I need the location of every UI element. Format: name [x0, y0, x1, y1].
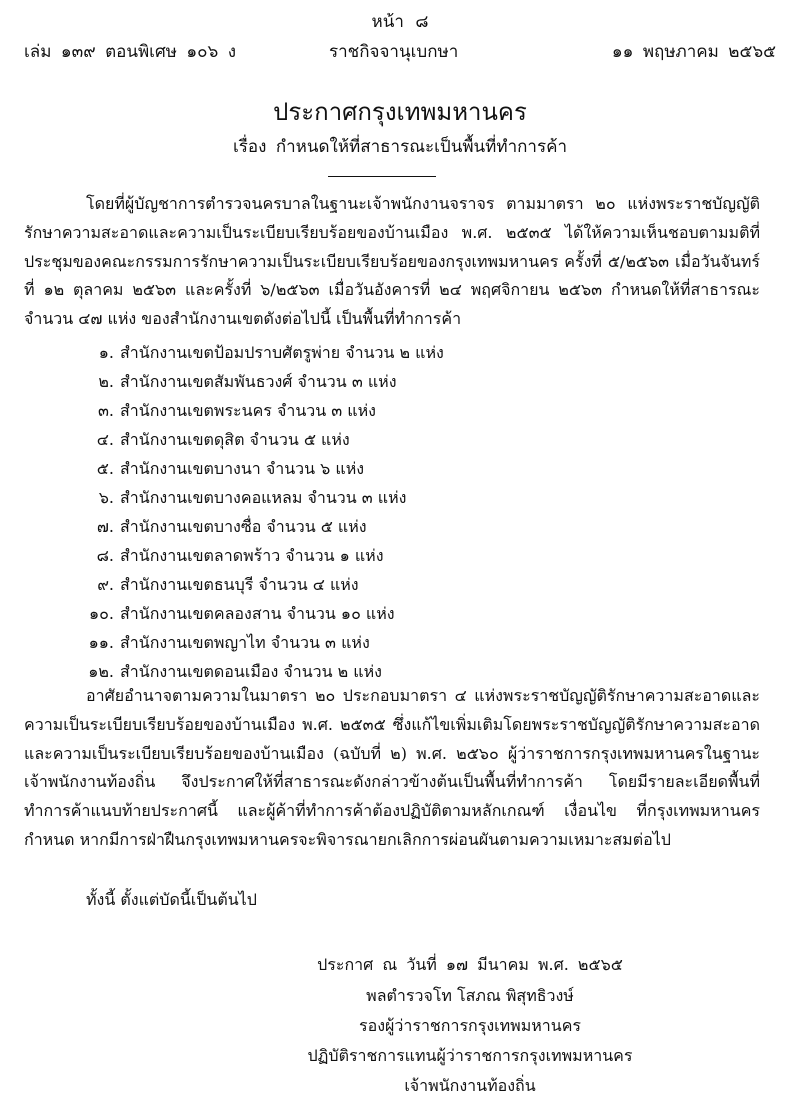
list-item	[60, 628, 620, 657]
paragraph-preamble: โดยที่ผู้บัญชาการตำรวจนครบาลในฐานะเจ้าพนักงานจราจร ตามมาตรา ๒๐ แห่งพระราชบัญญัติรักษาความสะอาดและความเป็นระเบียบเรียบร้อยของบ้านเมือง พ.ศ. ๒๕๓๕ ได้ให้ความเห็นชอบตามมติที่ประชุมของคณะกรรมการรักษาความเป็นระเบียบเรียบร้อยของกรุงเทพมหานคร ครั้งที่ ๕/๒๕๖๓ เมื่อวันจันทร์ที่ ๑๒ ตุลาคม ๒๕๖๓ และครั้งที่ ๖/๒๕๖๓ เมื่อวันอังคารที่ ๒๔ พฤศจิกายน ๒๕๖๓ กำหนดให้ที่สาธารณะ จำนวน ๔๗ แห่ง ของสำนักงานเขตดังต่อไปนี้ เป็นพื้นที่ทำการค้า	[24, 194, 760, 329]
volume-issue: เล่ม ๑๓๙ ตอนพิเศษ ๑๐๖ ง	[24, 42, 237, 62]
paragraph-authority: อาศัยอำนาจตามความในมาตรา ๒๐ ประกอบมาตรา ๔ แห่งพระราชบัญญัติรักษาความสะอาดและความเป็นระเบียบเรียบร้อยของบ้านเมือง พ.ศ. ๒๕๓๕ ซึ่งแก้ไขเพิ่มเติมโดยพระราชบัญญัติรักษาความสะอาด และความเป็นระเบียบเรียบร้อยของบ้านเมือง (ฉบับที่ ๒) พ.ศ. ๒๕๖๐ ผู้ว่าราชการกรุงเทพมหานครในฐานะเจ้าพนักงานท้องถิ่น จึงประกาศให้ที่สาธารณะดังกล่าวข้างต้นเป็นพื้นที่ทำการค้า โดยมีรายละเอียดพื้นที่ทำการค้าแนบท้ายประกาศนี้ และผู้ค้าที่ทำการค้าต้องปฏิบัติตามหลักเกณฑ์ เงื่อนไข ที่กรุงเทพมหานครกำหนด หากมีการฝ่าฝืนกรุงเทพมหานครจะพิจารณายกเลิกการผ่อนผันตามความเหมาะสมต่อไป	[24, 686, 760, 849]
announcement-date: ประกาศ ณ วันที่ ๑๗ มีนาคม พ.ศ. ๒๕๖๕	[317, 955, 623, 974]
list-item	[60, 512, 620, 541]
list-item-number: ๖.	[98, 488, 114, 507]
list-item-number: ๔.	[96, 430, 114, 449]
list-item-text: สำนักงานเขตพระนคร จำนวน ๓ แห่ง	[120, 401, 376, 420]
list-item-text: สำนักงานเขตพญาไท จำนวน ๓ แห่ง	[120, 633, 370, 652]
list-item-text: สำนักงานเขตป้อมปราบศัตรูพ่าย จำนวน ๒ แห่ง	[120, 343, 444, 362]
list-item-text: สำนักงานเขตบางคอแหลม จำนวน ๓ แห่ง	[120, 488, 407, 507]
signatory-name: พลตำรวจโท โสภณ พิสุทธิวงษ์	[366, 986, 574, 1005]
list-item-text: สำนักงานเขตดอนเมือง จำนวน ๒ แห่ง	[120, 662, 382, 681]
list-item-text: สำนักงานเขตคลองสาน จำนวน ๑๐ แห่ง	[120, 604, 395, 623]
list-item-text: สำนักงานเขตลาดพร้าว จำนวน ๑ แห่ง	[120, 546, 384, 565]
list-item-text: สำนักงานเขตสัมพันธวงศ์ จำนวน ๓ แห่ง	[120, 372, 397, 391]
list-item-text: สำนักงานเขตบางนา จำนวน ๖ แห่ง	[120, 459, 365, 478]
list-item	[60, 483, 620, 512]
page-number: หน้า ๘	[371, 12, 429, 32]
list-item	[60, 570, 620, 599]
announcement-title: ประกาศกรุงเทพมหานคร	[273, 98, 527, 126]
list-item	[60, 425, 620, 454]
list-item-number: ๕.	[96, 459, 114, 478]
signatory-acting-for: ปฏิบัติราชการแทนผู้ว่าราชการกรุงเทพมหานคร	[307, 1046, 633, 1065]
list-item	[60, 599, 620, 628]
list-item	[60, 367, 620, 396]
gazette-date: ๑๑ พฤษภาคม ๒๕๖๕	[611, 42, 776, 62]
signatory-position: รองผู้ว่าราชการกรุงเทพมหานคร	[358, 1016, 582, 1035]
list-item	[60, 338, 620, 367]
list-item-text: สำนักงานเขตบางซื่อ จำนวน ๕ แห่ง	[120, 517, 367, 536]
gazette-header	[24, 38, 776, 66]
list-item-number: ๒.	[98, 372, 114, 391]
gazette-name: ราชกิจจานุเบกษา	[329, 42, 459, 62]
paragraph-effective: ทั้งนี้ ตั้งแต่บัดนี้เป็นต้นไป	[86, 890, 257, 909]
list-item-number: ๑๐.	[88, 604, 114, 623]
list-item-number: ๘.	[96, 546, 114, 565]
list-item-text: สำนักงานเขตดุสิต จำนวน ๕ แห่ง	[120, 430, 350, 449]
announcement-subject: เรื่อง กำหนดให้ที่สาธารณะเป็นพื้นที่ทำการค้า	[232, 137, 568, 157]
list-item-number: ๑๒.	[88, 662, 114, 681]
list-item-number: ๓.	[97, 401, 114, 420]
list-item-text: สำนักงานเขตธนบุรี จำนวน ๔ แห่ง	[120, 575, 359, 594]
list-item	[60, 454, 620, 483]
list-item-number: ๑๑.	[88, 633, 114, 652]
district-list	[60, 338, 620, 686]
list-item-number: ๗.	[96, 517, 114, 536]
list-item-number: ๙.	[97, 575, 114, 594]
list-item	[60, 541, 620, 570]
title-divider	[328, 176, 436, 177]
signatory-capacity: เจ้าพนักงานท้องถิ่น	[404, 1076, 536, 1095]
list-item-number: ๑.	[98, 343, 114, 362]
list-item	[60, 396, 620, 425]
